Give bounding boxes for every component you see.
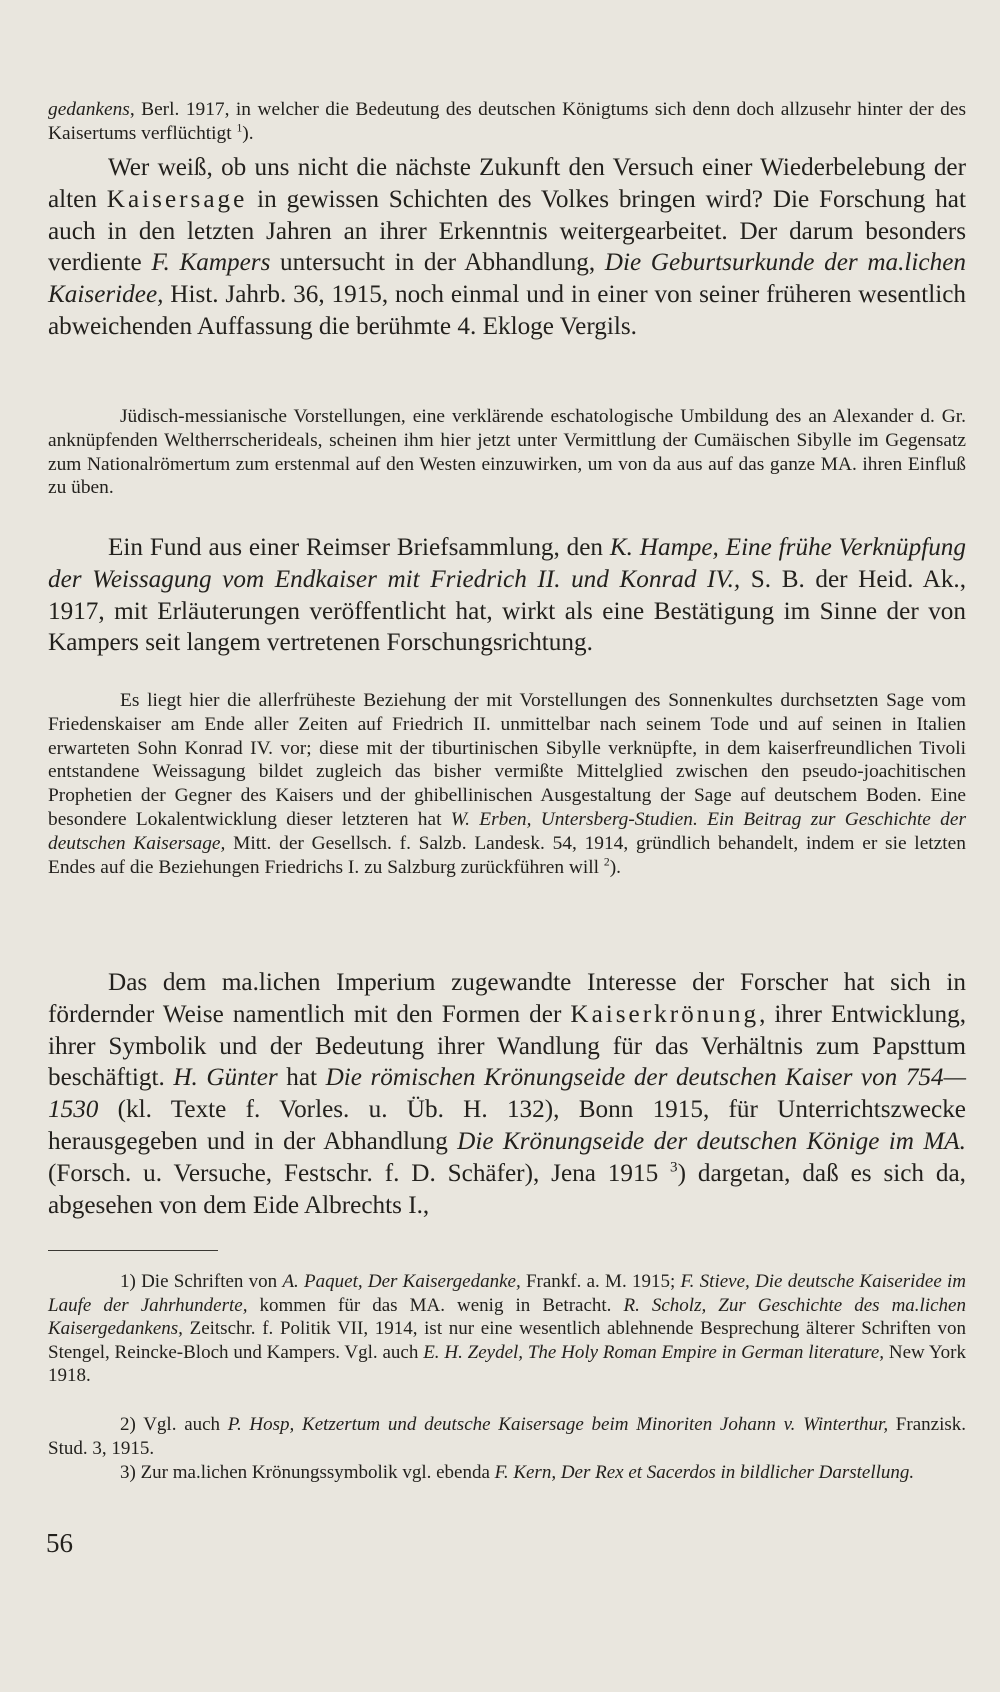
text: 2) Vgl. auch [120,1414,228,1435]
footnote-2 [48,1413,966,1460]
text: (Forsch. u. Versuche, Festschr. f. D. Schäfer), Jena 1915 [48,1159,671,1187]
text: Frankf. a. M. 1915; [520,1271,681,1292]
footnote-ref: 1 [236,121,243,135]
work-title: F. Stieve, Die deutsche Kaiseridee im Laufe der Jahrhunderte, [48,1271,967,1316]
text: Ein Fund aus einer Reimser Briefsammlung, den [108,534,610,561]
smalltext-paragraph-messianic [48,405,966,500]
text: New York 1918. [48,1341,966,1387]
text: Es liegt hier die allerfrüheste Beziehung der mit Vorstellungen des Sonnenkultes durchsetzten Sage vom Friedenskaiser am Ende aller Zeiten auf Friedrich II. unmittelbar nach seinem Tode und auf seinen in Italien erwarteten Sohn Konrad IV. vor; diese mit der tiburtinischen Sibylle verknüpfte, in dem kaiserfreundlichen Tivoli entstandene Weissagung bildet zugleich das bisher vermißte Mittelglied zwischen den pseudo-joachitischen Prophetien der Gegner des Kaisers und der ghibellinischen Ausgestaltung der Sage auf deutschem Boden. Eine besondere Lokalentwicklung dieser letzteren hat [48,690,966,830]
author-name: H. Günter [173,1064,278,1092]
spaced-keyword: Kaiserkrönung [570,1000,760,1028]
text: Mitt. der Gesellsch. f. Salzb. Landesk. 54, 1914, gründlich behandelt, indem er sie letzten Endes auf die Beziehungen Friedrichs I. zu Salzburg zurückführen will [48,832,966,878]
paragraph-kaiserkroenung [48,967,966,1221]
text: kommen für das MA. wenig in Betracht. [247,1294,624,1316]
footnote-ref: 3 [670,1159,678,1176]
author-name: F. Kampers [151,249,271,277]
text: Jüdisch-messianische Vorstellungen, eine verklärende eschatologische Umbildung des an Alexander d. Gr. anknüpfenden Weltherrscherideals, scheinen ihm hier jetzt unter Vermittlung der Cumäischen Sibylle im Gegensatz zum Nationalrömertum zum erstenmal auf den Westen einzuwirken, um von da aus auf das ganze MA. ihren Einfluß zu üben. [48,406,966,499]
text: untersucht in der Abhandlung, [270,249,605,277]
work-title: E. H. Zeydel, The Holy Roman Empire in German literature, [423,1341,885,1363]
text: Hist. Jahrb. 36, 1915, noch einmal und in einer von seiner früheren wesentlich abweichenden Auffassung die berühmte 4. Ekloge Vergils. [48,281,966,340]
work-title: Die römischen Krönungseide der deutschen Kaiser von 754—1530 [48,1064,966,1124]
text: ). [609,856,621,878]
paragraph-kaisersage [48,152,966,343]
continuation-paragraph [48,98,966,146]
smalltext-paragraph-friedenskaiser [48,689,966,879]
text: hat [277,1064,326,1092]
italic-text: gedankens [48,99,130,120]
work-title: F. Kern, Der Rex et Sacerdos in bildlicher Darstellung. [494,1462,915,1483]
page-number: 56 [46,1528,73,1558]
work-title: Die Krönungseide der deutschen Könige im MA. [457,1127,966,1155]
text: Das dem ma.lichen Imperium zugewandte Interesse der Forscher hat sich in fördernder Weise namentlich mit den Formen der [48,969,966,1028]
footnote-1 [48,1270,966,1388]
text: Franzisk. Stud. 3, 1915. [48,1414,966,1459]
text: in gewissen Schichten des Volkes bringen wird? Die Forschung hat auch in den letzten Jahren an ihrer Erkenntnis weitergearbeitet. Der darum besonders verdiente [48,185,966,277]
text: S. B. der Heid. Ak., 1917, mit Erläuterungen veröffentlicht hat, wirkt als eine Bestätigung im Sinne der von Kampers seit langem vertretenen Forschungsrichtung. [48,565,967,657]
text: Wer weiß, ob uns nicht die nächste Zukunft den Versuch einer Wiederbelebung der alten [48,154,966,213]
text: , ihrer Entwicklung, ihrer Symbolik und der Bedeutung ihrer Wandlung für das Verhältnis zum Papsttum beschäftigt. [48,1000,966,1092]
work-title: P. Hosp, Ketzertum und deutsche Kaisersage beim Minoriten Johann v. Winterthur, [227,1414,889,1435]
spaced-keyword: Kaisersage [106,185,248,213]
text: Zeitschr. f. Politik VII, 1914, ist nur eine wesentlich ablehnende Besprechung älterer Schriften von Stengel, Reincke-Bloch und Kampers. Vgl. auch [48,1318,966,1363]
footnote-3 [48,1461,966,1485]
text: ) dargetan, daß es sich da, abgesehen von dem Eide Albrechts I., [48,1159,966,1219]
work-title: A. Paquet, Der Kaisergedanke, [282,1271,521,1292]
text: ). [242,122,254,144]
work-title: R. Scholz, Zur Geschichte des ma.lichen Kaisergedankens, [48,1294,966,1340]
work-title: W. Erben, Untersberg-Studien. Ein Beitrag zur Geschichte der deutschen Kaisersage, [48,808,966,854]
footnote-ref: 2 [603,855,610,869]
work-title: K. Hampe, Eine frühe Verknüpfung der Weissagung vom Endkaiser mit Friedrich II. und Konrad IV., [48,534,966,593]
paragraph-reimser-fund [48,532,966,659]
text: 3) Zur ma.lichen Krönungssymbolik vgl. ebenda [120,1462,495,1483]
text: 1) Die Schriften von [120,1271,283,1292]
work-title: Die Geburtsurkunde der ma.lichen Kaiseridee, [48,249,966,309]
text: , Berl. 1917, in welcher die Bedeutung des deutschen Königtums sich denn doch allzusehr hinter der des Kaisertums verflüchtigt [48,99,966,144]
text: (kl. Texte f. Vorles. u. Üb. H. 132), Bonn 1915, für Unterrichtszwecke herausgegeben und in der Abhandlung [48,1096,966,1155]
footnote-divider [48,1250,218,1251]
